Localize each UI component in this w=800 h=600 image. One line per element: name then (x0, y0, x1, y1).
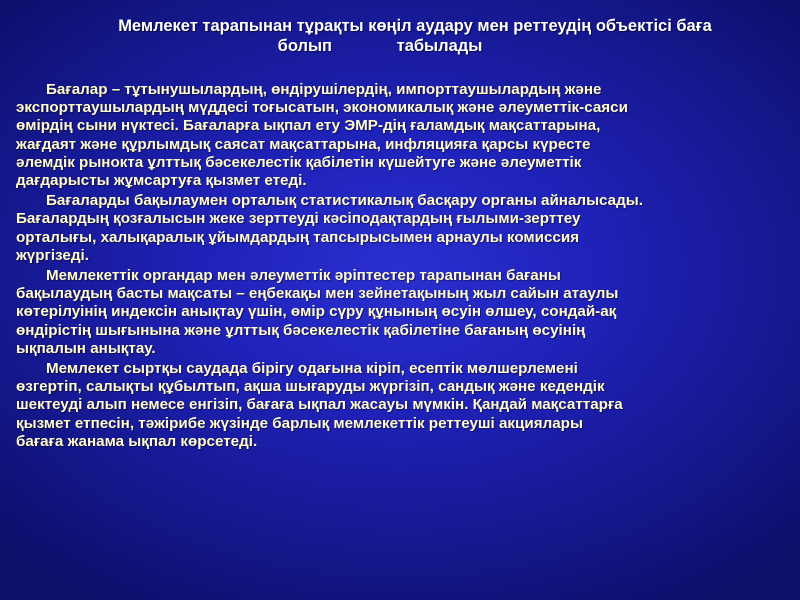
paragraph-4 (16, 360, 776, 451)
title-line-2: болып табылады (277, 37, 483, 55)
slide-title (50, 16, 780, 56)
text-line: көтерілуінің индексін анықтау үшін, өмір сүру құнының өсуін өлшеу, сондай-ақ (16, 303, 617, 321)
text-line: Мемлекет сыртқы саудада бірігу одағына кіріп, есептік мөлшерлемені (46, 360, 578, 378)
text-line: әлемдік рынокта ұлттық бәсекелестік қабілетін күшейтуге және әлеуметтік (16, 153, 582, 171)
text-line: өндірістің шығынына және ұлттық бәсекелестік қабілетіне бағаның өсуінің (16, 321, 586, 339)
text-line: өзгертіп, салықты құбылтып, ақша шығаруды жүргізіп, сандық және кедендік (16, 378, 605, 396)
paragraph-3 (16, 267, 776, 358)
text-line: Бағалардың қозғалысын жеке зерттеуді кәсіподақтардың ғылыми-зерттеу (16, 210, 581, 228)
text-line: Мемлекеттік органдар мен әлеуметтік әріптестер тарапынан бағаны (46, 267, 561, 285)
text-line: жүргізеді. (16, 246, 89, 264)
slide-body (16, 81, 776, 453)
text-line: бағаға жанама ықпал көрсетеді. (16, 432, 258, 450)
paragraph-1 (16, 81, 776, 190)
text-line: Бағалар – тұтынушылардың, өндірушілердің, импорттаушылардың және (46, 81, 602, 98)
text-line: дағдарысты жұмсартуға қызмет етеді. (16, 172, 307, 190)
paragraph-2 (16, 192, 776, 265)
text-line: бақылаудың басты мақсаты – еңбекақы мен зейнетақының жыл сайын атаулы (16, 285, 619, 303)
text-line: қызмет етпесін, тәжірибе жүзінде барлық мемлекеттік реттеуші акциялары (16, 414, 583, 432)
text-line: шектеуді алып немесе енгізіп, бағаға ықпал жасауы мүмкін. Қандай мақсаттарға (16, 396, 623, 414)
text-line: Бағаларды бақылаумен орталық статистикалық басқару органы айналысады. (46, 192, 643, 210)
text-line: орталығы, халықаралық ұйымдардың тапсырысымен арнаулы комиссия (16, 228, 580, 246)
text-line: экспорттаушылардың мүддесі тоғысатын, экономикалық және әлеуметтік-саяси (16, 99, 628, 117)
text-line: жағдаят және құрлымдық саясат мақсаттарына, инфляцияға қарсы күресте (16, 135, 591, 153)
text-line: ықпалын анықтау. (16, 339, 156, 357)
text-line: өмірдің сыни нүктесі. Бағаларға ықпал ету ЭМР-дің ғаламдық мақсаттарына, (16, 117, 601, 135)
title-line-1: Мемлекет тарапынан тұрақты көңіл аудару мен реттеудің объектісі баға (118, 17, 712, 35)
